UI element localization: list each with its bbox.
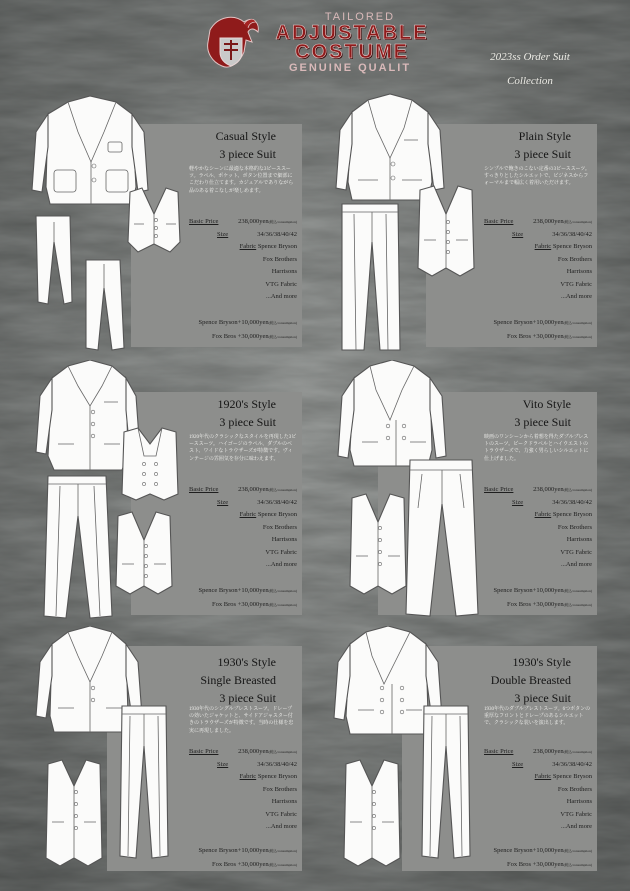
style-description: 1930年代のシングルブレストスーツ。ドレープの効いたジャケットと、サイドアジャスター付きのトラウザーズが特徴です。当時の仕様を忠実に再現しました。 [189, 707, 294, 734]
surcharge-note: (税込/consumption) [563, 335, 592, 339]
basic-price-label: Basic Price [189, 218, 219, 225]
fabric-item: Spence Bryson [552, 511, 592, 518]
fabric-item: ...And more [560, 823, 592, 830]
fabric-item: ...And more [560, 561, 592, 568]
suit-illustration-1920s [32, 360, 192, 622]
basic-price-note: (税込/consumption) [563, 750, 592, 754]
style-subtitle: 3 piece Suit [514, 415, 571, 429]
surcharge-note: (税込/consumption) [563, 863, 592, 867]
trousers-drawing [422, 706, 470, 858]
vest-drawing [344, 760, 400, 866]
basic-price-note: (税込/consumption) [268, 220, 297, 224]
surcharge-fox: Fox Bros +30,000yen [212, 861, 269, 868]
suit-illustration-casual [28, 92, 193, 354]
fabric-label: Fabric [534, 511, 552, 518]
surcharge-fox: Fox Bros +30,000yen [212, 601, 269, 608]
suit-illustration-1930s-double [330, 626, 490, 886]
fabric-item: VTG Fabric [560, 548, 592, 556]
double-breasted-vest-drawing [122, 428, 178, 500]
collection-title [460, 45, 600, 93]
basic-price-label: Basic Price [484, 218, 514, 225]
surcharge-note: (税込/consumption) [268, 863, 297, 867]
fabric-item: Spence Bryson [257, 511, 297, 518]
fabric-item: Spence Bryson [257, 773, 297, 780]
fabric-item: Harrisons [271, 268, 297, 275]
surcharge-note: (税込/consumption) [268, 603, 297, 607]
style-subtitle: 3 piece Suit [219, 147, 276, 161]
fabric-item: ...And more [265, 823, 297, 830]
basic-price-note: (税込/consumption) [268, 750, 297, 754]
surcharge-spence: Spence Bryson+10,000yen [493, 847, 564, 854]
style-subtitle: Single Breasted [200, 673, 276, 687]
basic-price-note: (税込/consumption) [268, 488, 297, 492]
fabric-item: Fox Brothers [557, 785, 592, 793]
size-value: 34/36/38/40/42 [552, 498, 592, 506]
style-title: 1930's Style [217, 655, 276, 669]
basic-price-note: (税込/consumption) [563, 220, 592, 224]
surcharge-spence: Spence Bryson+10,000yen [493, 587, 564, 594]
collection-line-1: 2023ss Order Suit [490, 51, 570, 63]
basic-price-value: 238,000yen [533, 218, 564, 225]
fabric-item: Spence Bryson [552, 773, 592, 780]
fabric-item: ...And more [265, 561, 297, 568]
spec-block [484, 746, 592, 834]
size-value: 34/36/38/40/42 [257, 230, 297, 238]
style-subtitle-2: 3 piece Suit [514, 691, 571, 705]
basic-price-value: 238,000yen [238, 748, 269, 755]
basic-price-label: Basic Price [484, 748, 514, 755]
style-subtitle: 3 piece Suit [219, 415, 276, 429]
surcharge-note: (税込/consumption) [268, 321, 297, 325]
surcharge-note: (税込/consumption) [563, 321, 592, 325]
fabric-item: Spence Bryson [552, 243, 592, 250]
collection-line-2: Collection [507, 75, 553, 87]
fabric-item: Harrisons [271, 536, 297, 543]
basic-price-label: Basic Price [189, 748, 219, 755]
suit-illustration-1930s-single [32, 626, 192, 886]
fabric-item: Harrisons [566, 536, 592, 543]
style-description: シンプルで飽きのこない定番の3ピーススーツ。すっきりとしたシルエットで、ビジネスからフォーマルまで幅広く着用いただけます。 [484, 167, 590, 187]
trousers-drawing [342, 204, 400, 350]
style-description: 映画のワンシーンから着想を得たダブルブレストのスーツ。ピークドラペルとハイウエストのトラウザーズで、力強く男らしいシルエットに仕上げました。 [484, 435, 589, 462]
surcharge-fox: Fox Bros +30,000yen [212, 333, 269, 340]
fabric-item: Fox Brothers [557, 523, 592, 531]
surcharge-fox: Fox Bros +30,000yen [507, 861, 564, 868]
trousers-drawing [36, 216, 124, 350]
size-value: 34/36/38/40/42 [552, 760, 592, 768]
surcharge-spence: Spence Bryson+10,000yen [198, 587, 269, 594]
surcharge-fox: Fox Bros +30,000yen [507, 333, 564, 340]
basic-price-value: 238,000yen [533, 748, 564, 755]
fabric-item: Harrisons [566, 268, 592, 275]
vest-drawing [128, 188, 180, 252]
fabric-item: VTG Fabric [560, 280, 592, 288]
surcharge-spence: Spence Bryson+10,000yen [198, 319, 269, 326]
spec-block [189, 746, 297, 834]
fabric-item: ...And more [265, 293, 297, 300]
logo-costume-text: COSTUME [295, 41, 409, 63]
size-label: Size [217, 230, 229, 238]
size-label: Size [512, 760, 524, 768]
size-label: Size [512, 230, 524, 238]
vest-drawing [116, 512, 172, 594]
style-description: 1930年代のダブルブレストスーツ。6つボタンの重厚なフロントとドレープのあるシルエットで、クラシックな装いを演出します。 [484, 707, 591, 727]
fabric-item: VTG Fabric [265, 810, 297, 818]
fabric-item: Fox Brothers [557, 255, 592, 263]
size-value: 34/36/38/40/42 [552, 230, 592, 238]
trousers-drawing [120, 706, 168, 858]
logo-tailored-text: TAILORED [324, 11, 396, 23]
basic-price-value: 238,000yen [238, 486, 269, 493]
header [0, 0, 630, 100]
dragon-crest-icon [200, 12, 266, 78]
surcharge-note: (税込/consumption) [563, 603, 592, 607]
fabric-item: Fox Brothers [262, 255, 297, 263]
style-description: 軽やかなシーンに最適な本格的な3ピーススーツ。ラペル、ポケット、ボタン位置まで細部にこだわり仕立てます。カジュアルでありながら品のある着こなしが楽しめます。 [189, 167, 294, 194]
vest-drawing [46, 760, 102, 866]
fabric-item: Harrisons [271, 798, 297, 805]
style-subtitle: Double Breasted [490, 673, 571, 687]
style-subtitle-2: 3 piece Suit [219, 691, 276, 705]
fabric-label: Fabric [534, 773, 552, 780]
size-value: 34/36/38/40/42 [257, 498, 297, 506]
size-value: 34/36/38/40/42 [257, 760, 297, 768]
fabric-item: ...And more [560, 293, 592, 300]
style-title: Casual Style [215, 129, 276, 143]
surcharge-spence: Spence Bryson+10,000yen [198, 847, 269, 854]
fabric-item: VTG Fabric [560, 810, 592, 818]
spec-block [484, 216, 592, 304]
style-description: 1920年代のクラシックなスタイルを再現した3ピーススーツ。ハイゴージのラペル、ダブルのベスト、ワイドなトラウザーズが特徴です。ヴィンテージの雰囲気を存分に味わえます。 [189, 435, 297, 462]
trousers-drawing [44, 476, 112, 618]
size-label: Size [217, 760, 229, 768]
basic-price-value: 238,000yen [533, 486, 564, 493]
suit-illustration-vito [334, 360, 494, 622]
fabric-label: Fabric [534, 243, 552, 250]
logo-adjustable-text: ADJUSTABLE [275, 22, 429, 44]
surcharge-spence: Spence Bryson+10,000yen [493, 319, 564, 326]
spec-block [189, 216, 297, 304]
jacket-drawing [336, 94, 444, 200]
suit-illustration-plain [328, 92, 493, 354]
surcharge-note: (税込/consumption) [268, 335, 297, 339]
vest-drawing [350, 494, 406, 594]
fabric-item: Harrisons [566, 798, 592, 805]
fabric-label: Fabric [239, 511, 257, 518]
spec-block [189, 484, 297, 572]
spec-block [484, 484, 592, 572]
fabric-item: VTG Fabric [265, 548, 297, 556]
surcharge-note: (税込/consumption) [268, 589, 297, 593]
jacket-drawing [32, 96, 148, 204]
fabric-item: Spence Bryson [257, 243, 297, 250]
size-label: Size [217, 498, 229, 506]
double-breasted-jacket-drawing [338, 360, 446, 466]
style-subtitle: 3 piece Suit [514, 147, 571, 161]
logo-genuine-text: GENUINE QUALIT [288, 62, 412, 74]
fabric-item: Fox Brothers [262, 785, 297, 793]
vest-drawing [418, 186, 474, 276]
surcharge-note: (税込/consumption) [563, 849, 592, 853]
trousers-drawing [406, 460, 478, 616]
basic-price-value: 238,000yen [238, 218, 269, 225]
style-title: 1920's Style [217, 397, 276, 411]
fabric-label: Fabric [239, 773, 257, 780]
surcharge-note: (税込/consumption) [268, 849, 297, 853]
fabric-label: Fabric [239, 243, 257, 250]
fabric-item: VTG Fabric [265, 280, 297, 288]
basic-price-label: Basic Price [189, 486, 219, 493]
style-title: Plain Style [518, 129, 571, 143]
surcharge-fox: Fox Bros +30,000yen [507, 601, 564, 608]
fabric-item: Fox Brothers [262, 523, 297, 531]
style-title: 1930's Style [512, 655, 571, 669]
style-title: Vito Style [522, 397, 571, 411]
basic-price-note: (税込/consumption) [563, 488, 592, 492]
basic-price-label: Basic Price [484, 486, 514, 493]
size-label: Size [512, 498, 524, 506]
surcharge-note: (税込/consumption) [563, 589, 592, 593]
